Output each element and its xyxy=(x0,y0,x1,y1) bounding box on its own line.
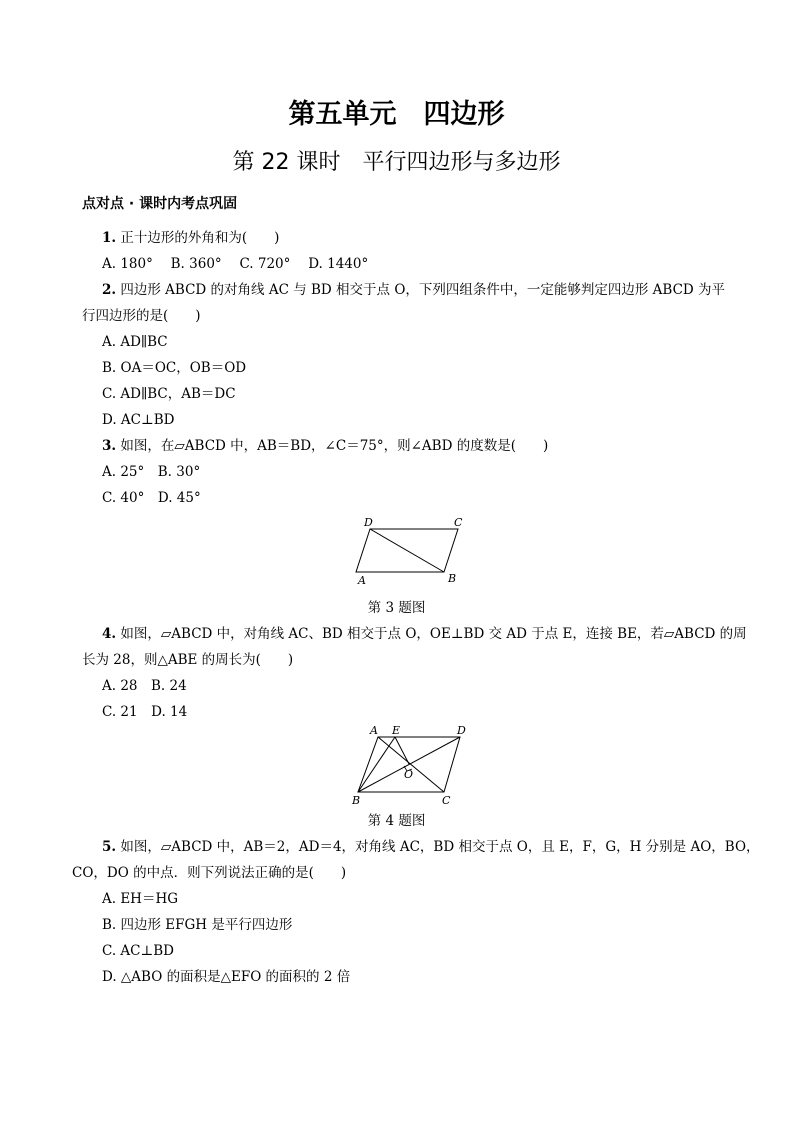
diagonal-ac xyxy=(378,737,444,792)
option-d: D. AC⊥BD xyxy=(102,412,175,428)
options-a-b: A. 28 B. 24 xyxy=(102,678,187,694)
question-number: 3. xyxy=(102,438,117,454)
question-stem-line-1: 四边形 ABCD 的对角线 AC 与 BD 相交于点 O，下列四组条件中，一定能够判定四边形 ABCD 为平 xyxy=(120,282,726,298)
label-o: O xyxy=(404,768,414,781)
question-stem-line-1: 如图，▱ABCD 中，对角线 AC、BD 相交于点 O，OE⊥BD 交 AD 于点 E，连接 BE，若▱ABCD 的周 xyxy=(120,626,747,642)
label-b: B xyxy=(448,572,457,585)
label-c: C xyxy=(442,794,451,807)
question-3 xyxy=(102,437,548,455)
question-5 xyxy=(102,838,760,856)
label-b: B xyxy=(352,794,361,807)
diagonal-bd xyxy=(358,737,460,792)
question-2 xyxy=(102,281,725,299)
option-c: C. AC⊥BD xyxy=(102,943,174,959)
question-stem: 如图，在▱ABCD 中，AB＝BD，∠C＝75°，则∠ABD 的度数是( ) xyxy=(120,438,549,454)
label-a: A xyxy=(358,574,366,587)
unit-title: 第五单元 四边形 xyxy=(288,99,505,130)
section-heading: 点对点 · 课时内考点巩固 xyxy=(82,196,238,212)
label-d: D xyxy=(364,516,373,529)
question-stem-line-2: 行四边形的是( ) xyxy=(82,308,201,324)
question-number: 5. xyxy=(102,839,117,855)
question-stem-line-1: 如图，▱ABCD 中，AB＝2，AD＝4，对角线 AC，BD 相交于点 O，且 E，F，G，H 分别是 AO，BO， xyxy=(120,839,760,855)
figure-4-caption: 第 4 题图 xyxy=(367,813,426,829)
question-number: 4. xyxy=(102,626,117,642)
segment-be xyxy=(358,737,395,792)
label-d: D xyxy=(457,724,466,737)
question-stem-line-2: CO，DO 的中点．则下列说法正确的是( ) xyxy=(72,865,347,881)
lesson-title: 第 22 课时 平行四边形与多边形 xyxy=(232,150,561,175)
label-e: E xyxy=(392,724,401,737)
option-c: C. AD∥BC，AB＝DC xyxy=(102,386,236,402)
question-stem-line-2: 长为 28，则△ABE 的周长为( ) xyxy=(82,652,294,668)
label-c: C xyxy=(454,516,463,529)
segment-oe xyxy=(395,737,409,764)
options-a-b: A. 25° B. 30° xyxy=(102,464,201,480)
figure-4-parallelogram xyxy=(348,722,472,808)
question-number: 1. xyxy=(102,230,117,246)
option-b: B. OA＝OC，OB＝OD xyxy=(102,360,247,376)
question-number: 2. xyxy=(102,282,117,298)
question-4 xyxy=(102,625,747,643)
figure-3-parallelogram xyxy=(352,512,472,588)
question-stem: 正十边形的外角和为( ) xyxy=(120,230,280,246)
option-b: B. 四边形 EFGH 是平行四边形 xyxy=(102,917,293,933)
option-a: A. EH＝HG xyxy=(102,891,179,907)
label-a: A xyxy=(370,724,378,737)
question-1-options: A. 180° B. 360° C. 720° D. 1440° xyxy=(102,256,369,272)
options-c-d: C. 21 D. 14 xyxy=(102,704,188,720)
question-1 xyxy=(102,229,279,247)
figure-3-caption: 第 3 题图 xyxy=(367,600,426,616)
option-d: D. △ABO 的面积是△EFO 的面积的 2 倍 xyxy=(102,969,351,985)
diagonal-bd xyxy=(370,529,444,572)
options-c-d: C. 40° D. 45° xyxy=(102,490,201,506)
option-a: A. AD∥BC xyxy=(102,334,168,350)
